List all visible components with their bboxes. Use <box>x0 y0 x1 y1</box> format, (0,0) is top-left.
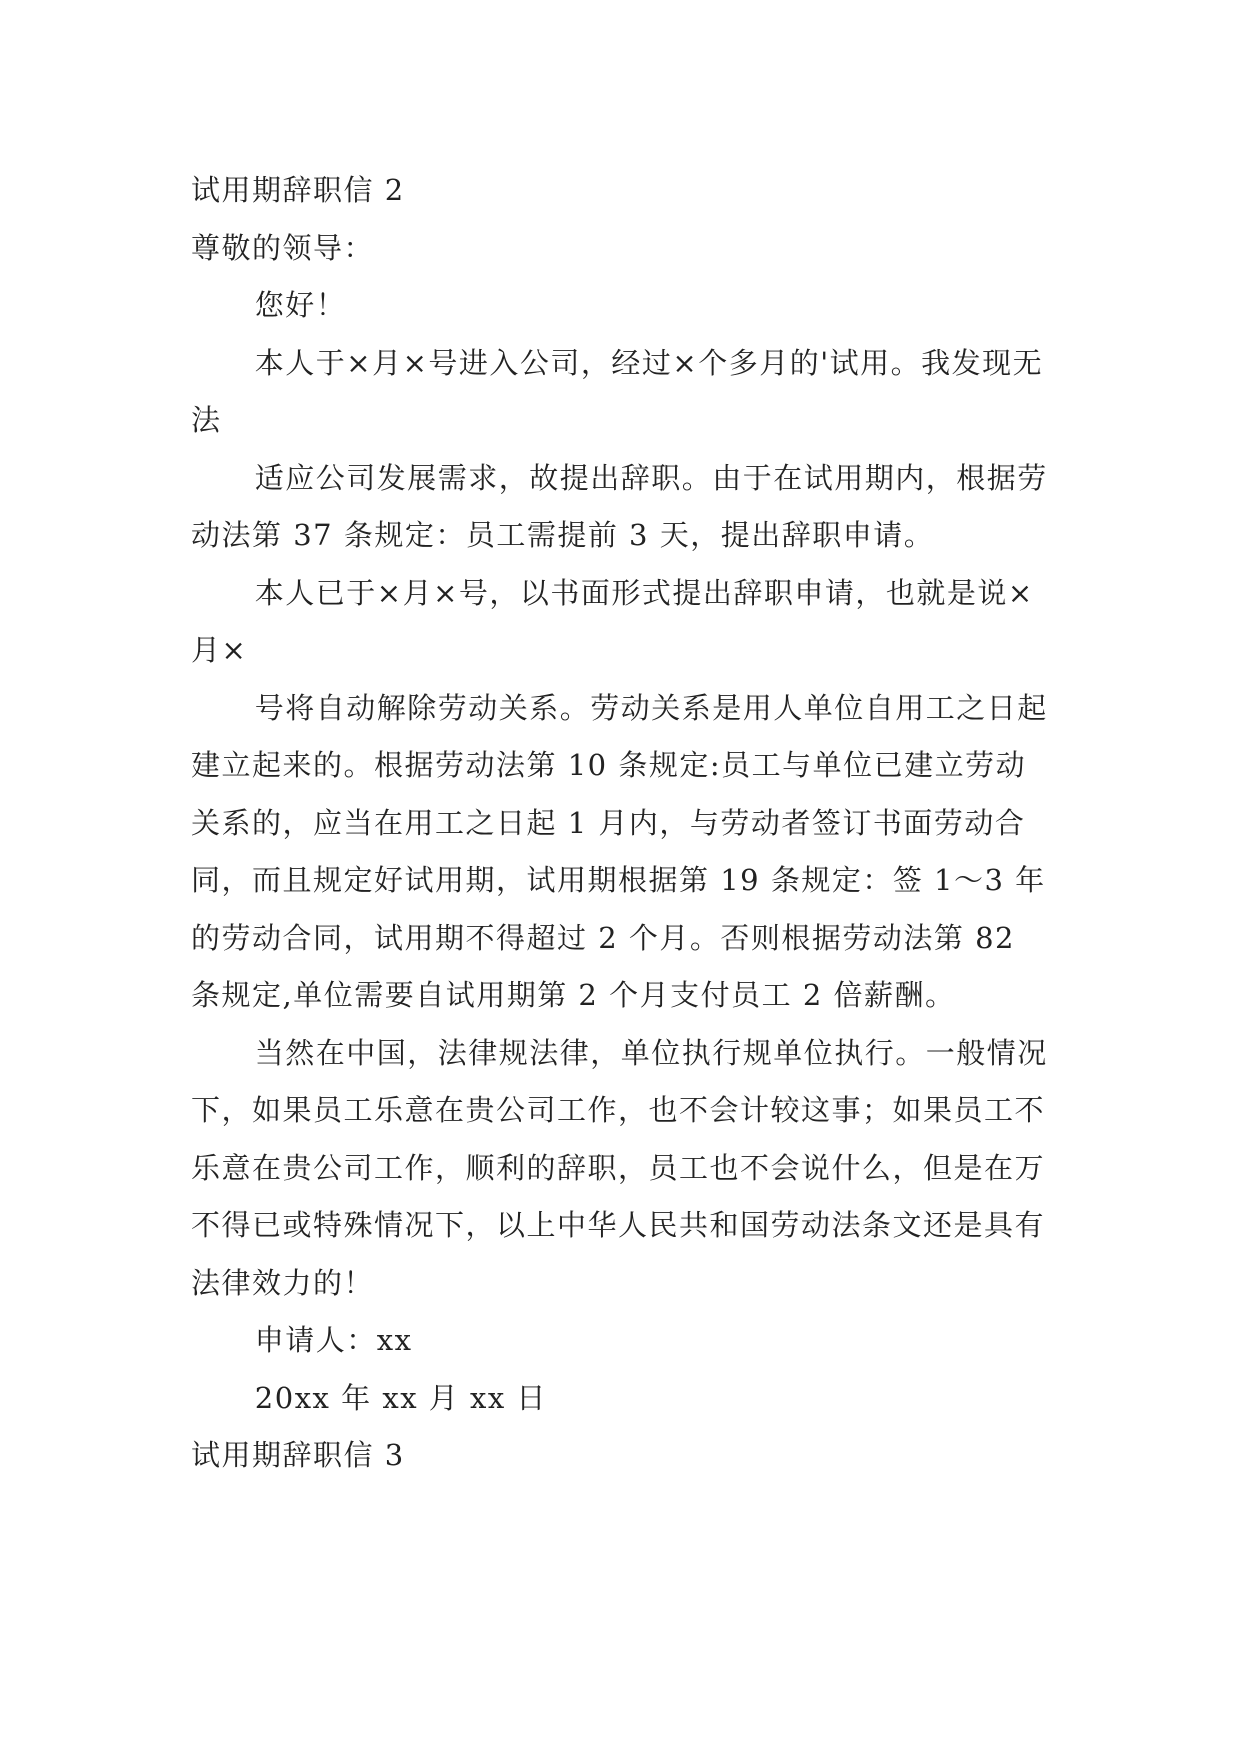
document-body <box>191 162 1051 1485</box>
letter-title: 试用期辞职信 2 <box>191 173 405 207</box>
paragraph-4: 号将自动解除劳动关系。劳动关系是用人单位自用工之日起建立起来的。根据劳动法第 10 条规定:员工与单位已建立劳动关系的，应当在用工之日起 1 月内，与劳动者签订书面劳动合同，而且规定好试用期，试用期根据第 19 条规定：签 1～3 年的劳动合同，试用期不得超过 2 个月。否则根据劳动法第 82 条规定,单位需要自试用期第 2 个月支付员工 2 倍薪酬。 <box>191 690 1048 1012</box>
paragraph-3: 本人已于×月×号，以书面形式提出辞职申请，也就是说×月× <box>191 575 1034 667</box>
date-line: 20xx 年 xx 月 xx 日 <box>254 1380 547 1415</box>
paragraph-5: 当然在中国，法律规法律，单位执行规单位执行。一般情况下，如果员工乐意在贵公司工作，也不会计较这事；如果员工不乐意在贵公司工作，顺利的辞职，员工也不会说什么，但是在万不得已或特殊情况下，以上中华人民共和国劳动法条文还是具有法律效力的！ <box>191 1035 1048 1300</box>
paragraph-1: 本人于×月×号进入公司，经过×个多月的'试用。我发现无法 <box>191 345 1044 437</box>
applicant-line: 申请人：xx <box>254 1323 413 1357</box>
greeting: 您好！ <box>254 288 347 322</box>
paragraph-2: 适应公司发展需求，故提出辞职。由于在试用期内，根据劳动法第 37 条规定：员工需提前 3 天，提出辞职申请。 <box>191 460 1048 552</box>
next-letter-title: 试用期辞职信 3 <box>191 1438 405 1472</box>
salutation: 尊敬的领导： <box>191 230 375 265</box>
